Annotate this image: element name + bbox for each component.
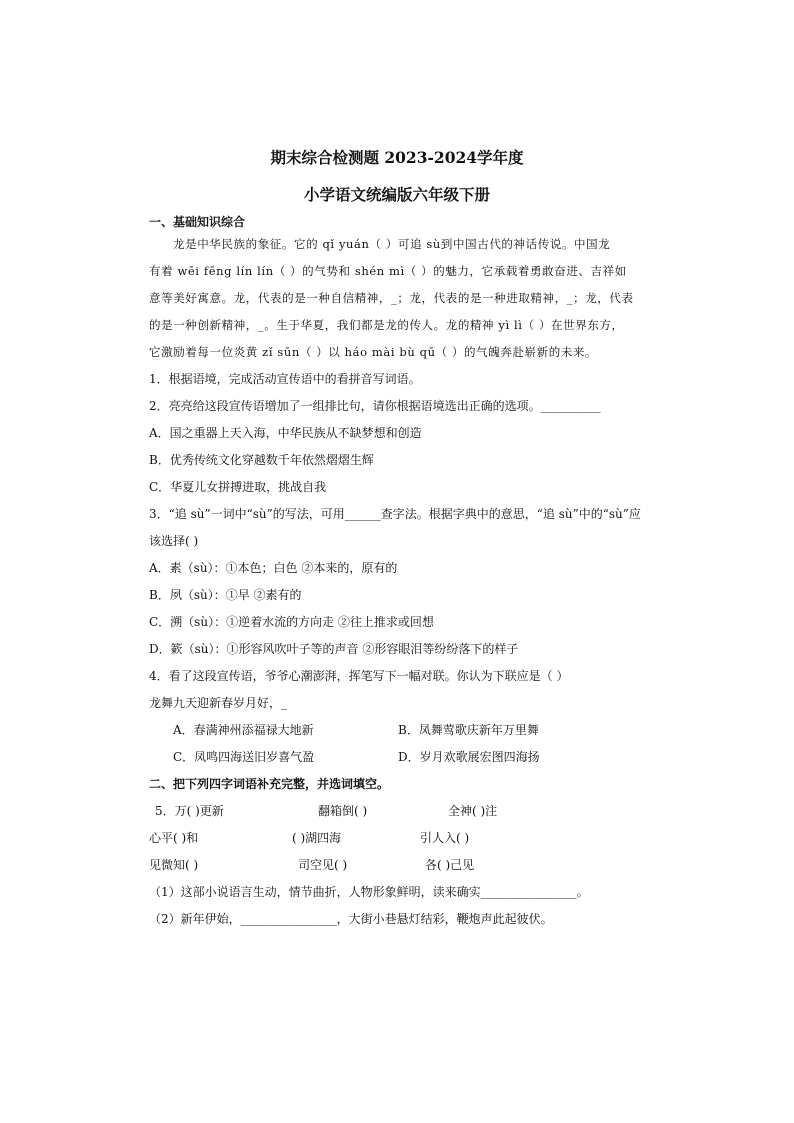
question-2: 2．亮亮给这段宣传语增加了一组排比句，请你根据语境选出正确的选项。__________ [149,399,601,413]
idiom-blank: 见微知( ) [149,858,199,872]
question-2-option: B．优秀传统文化穿越数千年依然熠熠生辉 [149,453,374,467]
question-2-option: C．华夏儿女拼搏进取，挑战自我 [149,480,327,494]
idiom-blank: 翻箱倒( ) [318,804,368,818]
idiom-blank: 司空见( ) [298,858,348,872]
couplet-first-line: 龙舞九天迎新春岁月好，_ [149,696,288,710]
idiom-blank: 各( )己见 [425,858,475,872]
fill-sentence: （1）这部小说语言生动，情节曲折，人物形象鲜明，读来确实________________。 [149,885,589,899]
question-4-option: A．春满神州添福禄大地新 [173,723,314,737]
question-3-continued: 该选择( ) [149,534,199,548]
idiom-blank: 引人入( ) [420,831,470,845]
idiom-blank: ( )湖四海 [292,831,342,845]
fill-sentence: （2）新年伊始，________________，大街小巷悬灯结彩，鞭炮声此起彼伏。 [149,912,553,926]
idiom-blank: 心平( )和 [149,831,199,845]
question-4-option: D．岁月欢歌展宏图四海扬 [398,750,540,764]
question-3: 3．“追 sù”一词中“sù”的写法，可用______查字法。根据字典中的意思，“追 sù”中的“sù”应 [149,507,641,521]
passage-line: 意等美好寓意。龙，代表的是一种自信精神，_；龙，代表的是一种进取精神，_；龙，代表 [149,291,634,305]
section-heading-2: 二、把下列四字词语补充完整，并选词填空。 [149,777,390,791]
question-4: 4．看了这段宣传语，爷爷心潮澎湃，挥笔写下一幅对联。你认为下联应是（ ） [149,669,569,683]
question-3-option: C．溯（sù）：①逆着水流的方向走 ②往上推求或回想 [149,615,434,629]
passage-line: 龙是中华民族的象征。它的 qǐ yuán（ ）可追 sù到中国古代的神话传说。中国龙 [173,237,611,251]
question-1: 1．根据语境，完成活动宣传语中的看拼音写词语。 [149,372,421,386]
page-title: 期末综合检测题 2023-2024学年度 [270,148,524,167]
question-3-option: A．素（sù）：①本色；白色 ②本来的，原有的 [149,561,398,575]
question-3-option: B．夙（sù）：①早 ②素有的 [149,588,302,602]
passage-line: 它激励着每一位炎黄 zǐ sūn（ ）以 háo mài bù qū（ ）的气魄奔赴崭新的未来。 [149,345,598,359]
idiom-blank: 5．万( )更新 [155,804,224,818]
idiom-blank: 全神( )注 [448,804,498,818]
passage-line: 的是一种创新精神，_。生于华夏，我们都是龙的传人。龙的精神 yì lì（ ）在世界东方， [149,318,624,332]
question-2-option: A．国之重器上天入海，中华民族从不缺梦想和创造 [149,426,422,440]
page-subtitle: 小学语文统编版六年级下册 [303,185,490,204]
question-4-option: B．凤舞莺歌庆新年万里舞 [398,723,539,737]
section-heading-1: 一、基础知识综合 [149,215,246,229]
passage-line: 有着 wēi fēng lín lín（ ）的气势和 shén mì（ ）的魅力，它承载着勇敢奋进、吉祥如 [149,264,627,278]
question-4-option: C．凤鸣四海送旧岁喜气盈 [173,750,315,764]
question-3-option: D．簌（sù）：①形容风吹叶子等的声音 ②形容眼泪等纷纷落下的样子 [149,642,519,656]
